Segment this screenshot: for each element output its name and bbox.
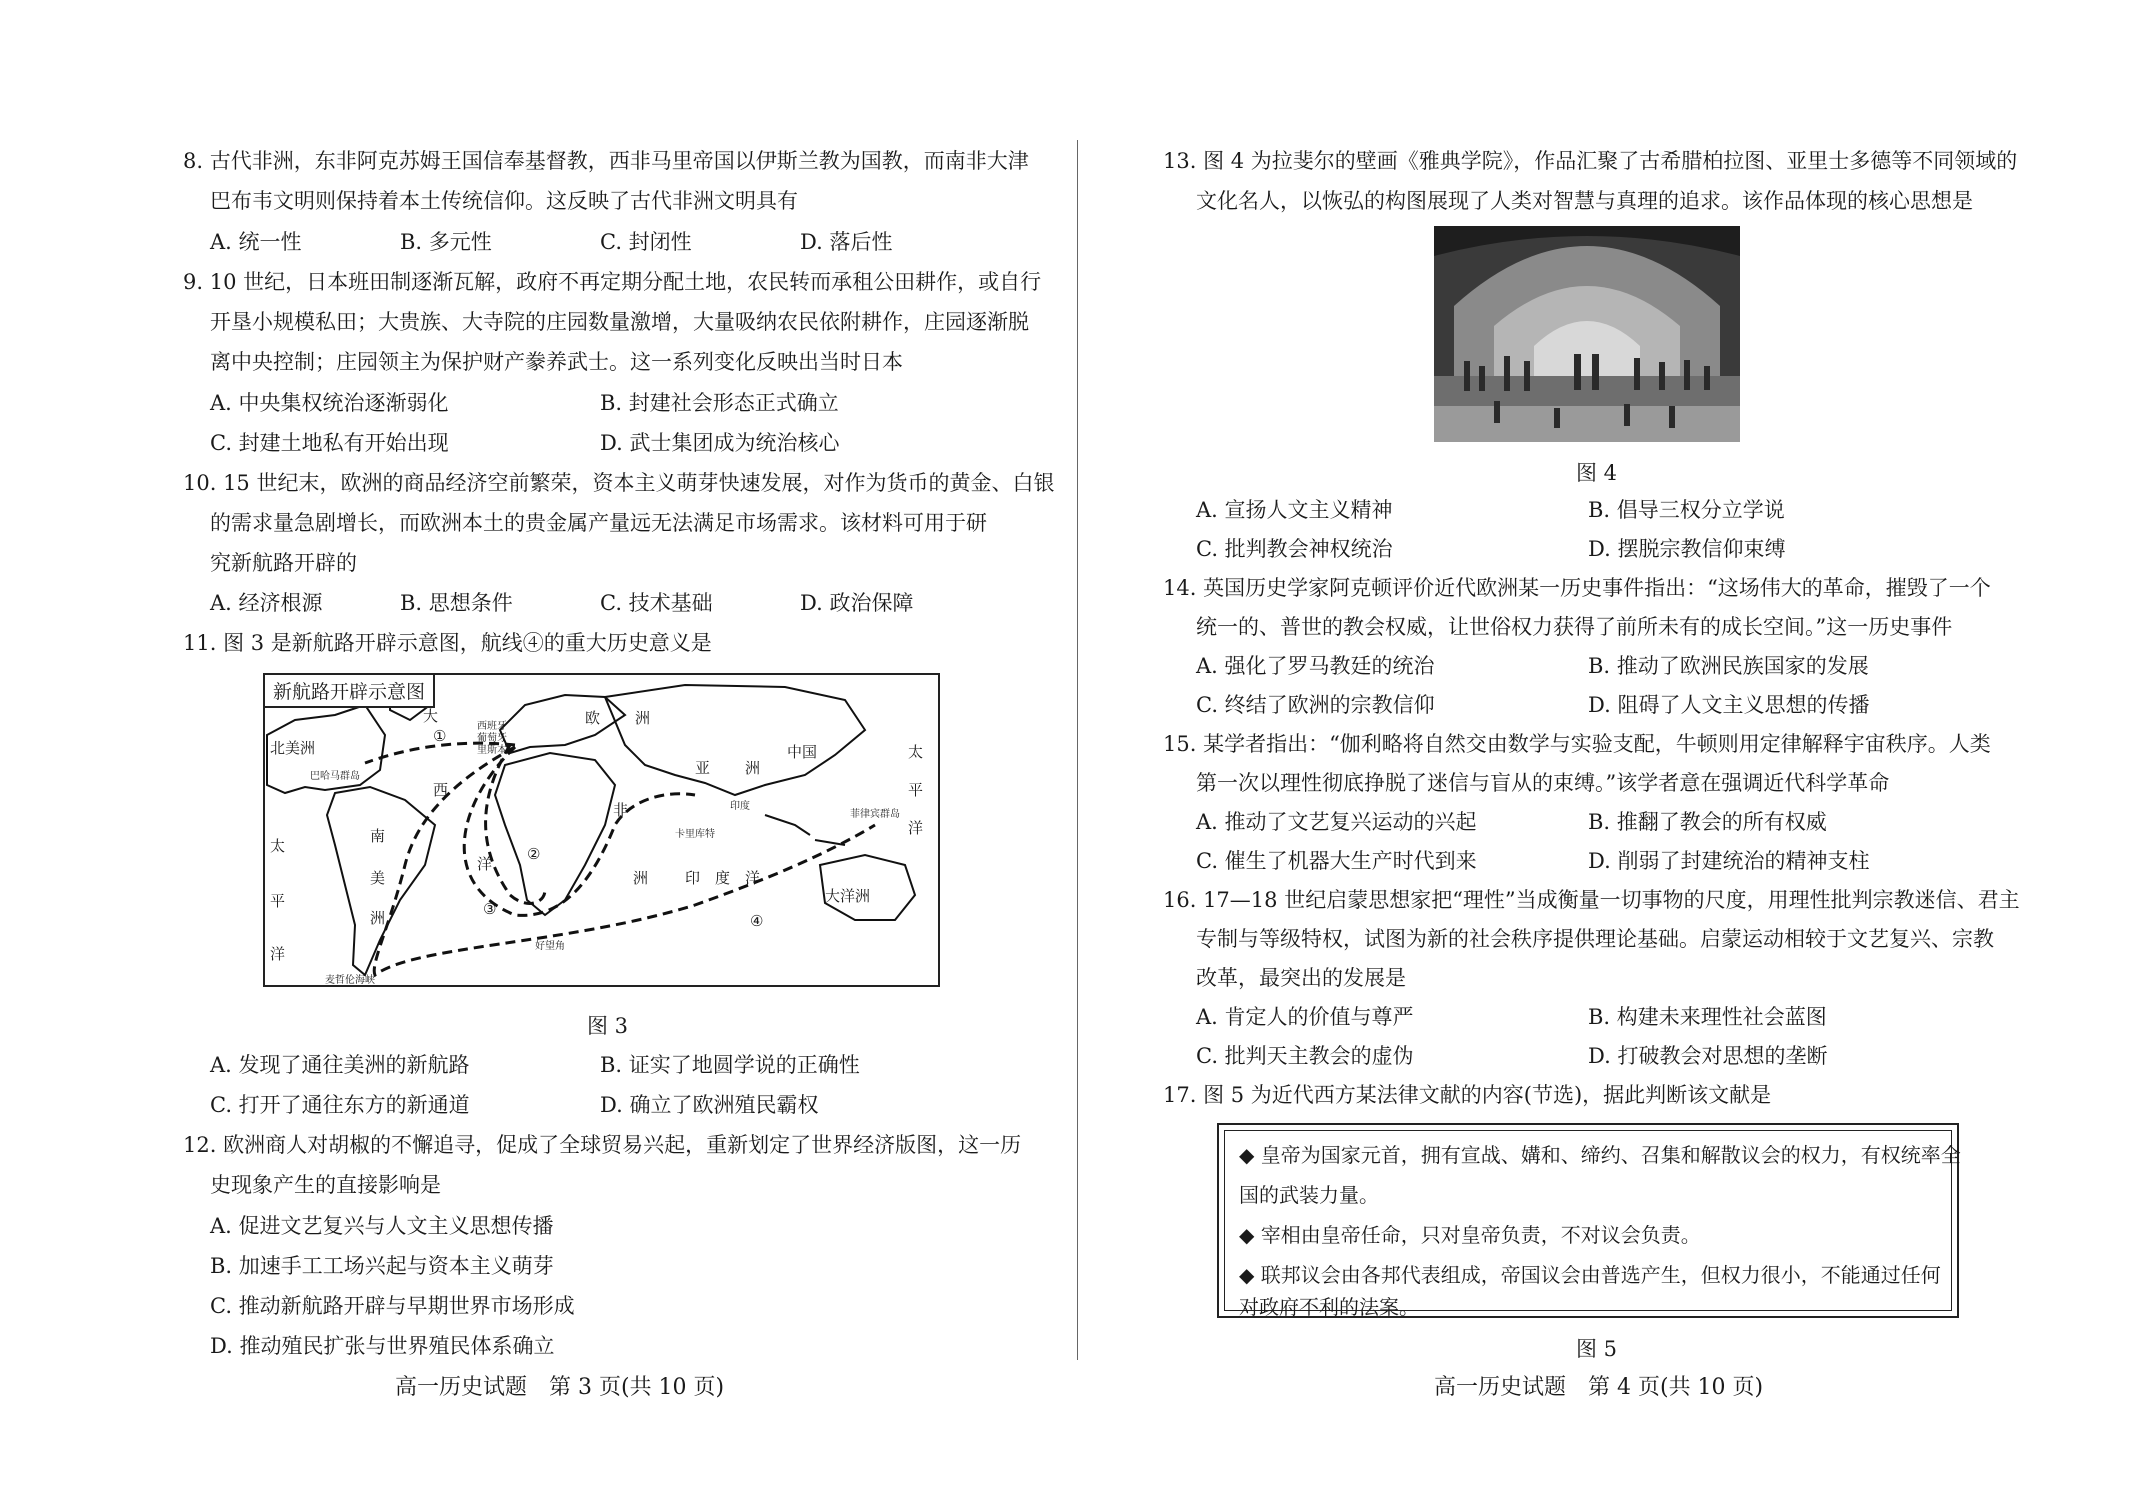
q14-stem-1: 14. 英国历史学家阿克顿评价近代欧洲某一历史事件指出：“这场伟大的革命，摧毁了一个 (1163, 576, 1991, 600)
map-label-ping2: 平 (270, 892, 286, 910)
column-divider (1077, 140, 1078, 1360)
map-label-zhou3: 洲 (633, 869, 649, 887)
map-label-mei: 美 (370, 869, 386, 887)
map-label-magellan: 麦哲伦海峡 (325, 975, 375, 986)
map-label-xi: 西 (433, 781, 449, 799)
q16-option-c: C. 批判天主教会的虚伪 (1196, 1044, 1414, 1068)
map-label-cape: 好望角 (535, 941, 565, 952)
q9-stem-3: 离中央控制；庄园领主为保护财产豢养武士。这一系列变化反映出当时日本 (210, 350, 903, 374)
q16-option-d: D. 打破教会对思想的垄断 (1588, 1044, 1828, 1068)
q8-option-a: A. 统一性 (210, 230, 302, 254)
q8-stem-2: 巴布韦文明则保持着本土传统信仰。这反映了古代非洲文明具有 (210, 189, 798, 213)
painting-drawing (1434, 226, 1740, 442)
map-drawing (265, 675, 940, 987)
map-label-tai2: 太 (270, 837, 286, 855)
q10-option-c: C. 技术基础 (600, 591, 713, 615)
q13-option-c: C. 批判教会神权统治 (1196, 537, 1393, 561)
map-label-calicut: 卡里库特 (675, 829, 715, 840)
q14-option-a: A. 强化了罗马教廷的统治 (1196, 654, 1435, 678)
map-route-1: ① (433, 727, 447, 745)
q10-stem-2: 的需求量急剧增长，而欧洲本土的贵金属产量远无法满足市场需求。该材料可用于研 (210, 511, 987, 535)
q12-option-c: C. 推动新航路开辟与早期世界市场形成 (210, 1294, 575, 1318)
q8-option-b: B. 多元性 (400, 230, 492, 254)
map-label-yang4: 洋 (745, 869, 761, 887)
q15-option-b: B. 推翻了教会的所有权威 (1588, 810, 1827, 834)
figure-4-caption: 图 4 (1576, 461, 1618, 485)
q13-option-d: D. 摆脱宗教信仰束缚 (1588, 537, 1786, 561)
q10-stem-1: 10. 15 世纪末，欧洲的商品经济空前繁荣，资本主义萌芽快速发展，对作为货币的黄金、白银 (183, 471, 1055, 495)
map-label-yin: 印 (685, 869, 701, 887)
q17-stem: 17. 图 5 为近代西方某法律文献的内容(节选)，据此判断该文献是 (1163, 1083, 1772, 1107)
q11-option-b: B. 证实了地圆学说的正确性 (600, 1053, 860, 1077)
map-route-3: ③ (483, 900, 497, 918)
page-footer-left: 高一历史试题 第 3 页(共 10 页) (395, 1375, 725, 1400)
law-clause-3a: ◆ 联邦议会由各邦代表组成，帝国议会由普选产生，但权力很小，不能通过任何 (1239, 1263, 1941, 1287)
map-label-zhongguo: 中国 (787, 743, 818, 761)
q12-stem-2: 史现象产生的直接影响是 (210, 1173, 441, 1197)
q16-stem-3: 改革，最突出的发展是 (1196, 966, 1406, 990)
map-label-zhou1: 洲 (635, 709, 651, 727)
q15-stem-1: 15. 某学者指出：“伽利略将自然交由数学与实验支配，牛顿则用定律解释宇宙秩序。人类 (1163, 732, 1991, 756)
q15-stem-2: 第一次以理性彻底挣脱了迷信与盲从的束缚。”该学者意在强调近代科学革命 (1196, 771, 1890, 795)
q8-option-d: D. 落后性 (800, 230, 893, 254)
map-label-yang2: 洋 (908, 819, 924, 837)
figure-3-caption: 图 3 (587, 1014, 629, 1038)
map-label-philippines: 菲律宾群岛 (850, 809, 900, 820)
q13-stem-2: 文化名人，以恢弘的构图展现了人类对智慧与真理的追求。该作品体现的核心思想是 (1196, 189, 1973, 213)
school-of-athens-image (1434, 226, 1740, 442)
q9-stem-1: 9. 10 世纪，日本班田制逐渐瓦解，政府不再定期分配土地，农民转而承租公田耕作，或自行 (183, 270, 1042, 294)
q13-stem-1: 13. 图 4 为拉斐尔的壁画《雅典学院》，作品汇聚了古希腊柏拉图、亚里士多德等不同领域的 (1163, 149, 2018, 173)
map-route-4: ④ (750, 912, 764, 930)
law-document-box (1217, 1123, 1959, 1318)
law-clause-3b: 对政府不利的法案。 (1239, 1295, 1419, 1319)
q14-option-c: C. 终结了欧洲的宗教信仰 (1196, 693, 1435, 717)
q10-option-d: D. 政治保障 (800, 591, 914, 615)
map-label-da: 大 (423, 707, 439, 725)
q10-stem-3: 究新航路开辟的 (210, 551, 357, 575)
map-label-oceania: 大洋洲 (825, 887, 871, 905)
q15-option-c: C. 催生了机器大生产时代到来 (1196, 849, 1477, 873)
q16-stem-1: 16. 17—18 世纪启蒙思想家把“理性”当成衡量一切事物的尺度，用理性批判宗教迷信、君主 (1163, 888, 2020, 912)
q15-option-d: D. 削弱了封建统治的精神支柱 (1588, 849, 1870, 873)
law-clause-1a: ◆ 皇帝为国家元首，拥有宣战、媾和、缔约、召集和解散议会的权力，有权统率全 (1239, 1143, 1961, 1167)
q13-option-a: A. 宣扬人文主义精神 (1196, 498, 1393, 522)
q8-stem-1: 8. 古代非洲，东非阿克苏姆王国信奉基督教，西非马里帝国以伊斯兰教为国教，而南非大津 (183, 149, 1029, 173)
map-label-portugal: 葡萄牙 (477, 733, 507, 744)
map-label-ya: 亚 (695, 759, 711, 777)
q14-option-d: D. 阻碍了人文主义思想的传播 (1588, 693, 1870, 717)
map-label-north-america: 北美洲 (270, 739, 316, 757)
q14-option-b: B. 推动了欧洲民族国家的发展 (1588, 654, 1869, 678)
q9-stem-2: 开垦小规模私田；大贵族、大寺院的庄园数量激增，大量吸纳农民依附耕作，庄园逐渐脱 (210, 310, 1029, 334)
map-label-lisbon: 里斯本 (477, 745, 507, 756)
q12-option-a: A. 促进文艺复兴与人文主义思想传播 (210, 1214, 554, 1238)
q11-option-c: C. 打开了通往东方的新通道 (210, 1093, 470, 1117)
map-label-ou: 欧 (585, 709, 601, 727)
q12-option-d: D. 推动殖民扩张与世界殖民体系确立 (210, 1334, 555, 1358)
q10-option-b: B. 思想条件 (400, 591, 513, 615)
q8-option-c: C. 封闭性 (600, 230, 692, 254)
q16-option-a: A. 肯定人的价值与尊严 (1196, 1005, 1414, 1029)
law-clause-1b: 国的武装力量。 (1239, 1183, 1379, 1207)
page-footer-right: 高一历史试题 第 4 页(共 10 页) (1434, 1375, 1764, 1400)
map-label-ping1: 平 (908, 781, 924, 799)
map-label-yang3: 洋 (270, 945, 286, 963)
map-label-zhou2: 洲 (745, 759, 761, 777)
q9-option-c: C. 封建土地私有开始出现 (210, 431, 449, 455)
q15-option-a: A. 推动了文艺复兴运动的兴起 (1196, 810, 1477, 834)
q9-option-d: D. 武士集团成为统治核心 (600, 431, 840, 455)
map-label-zhou4: 洲 (370, 909, 386, 927)
map-title: 新航路开辟示意图 (265, 675, 435, 708)
map-route-2: ② (527, 845, 541, 863)
map-label-tai1: 太 (908, 743, 924, 761)
q9-option-a: A. 中央集权统治逐渐弱化 (210, 391, 449, 415)
q14-stem-2: 统一的、普世的教会权威，让世俗权力获得了前所未有的成长空间。”这一历史事件 (1196, 615, 1953, 639)
q11-option-a: A. 发现了通往美洲的新航路 (210, 1053, 470, 1077)
figure-5-caption: 图 5 (1576, 1337, 1618, 1361)
q13-option-b: B. 倡导三权分立学说 (1588, 498, 1785, 522)
q11-option-d: D. 确立了欧洲殖民霸权 (600, 1093, 819, 1117)
map-label-india: 印度 (730, 801, 750, 812)
map-label-fei: 非 (613, 801, 629, 819)
q9-option-b: B. 封建社会形态正式确立 (600, 391, 839, 415)
new-sea-routes-map (263, 673, 940, 987)
map-label-yang1: 洋 (477, 855, 493, 873)
q11-stem: 11. 图 3 是新航路开辟示意图，航线④的重大历史意义是 (183, 631, 712, 655)
map-label-bahamas: 巴哈马群岛 (310, 771, 360, 782)
q12-option-b: B. 加速手工工场兴起与资本主义萌芽 (210, 1254, 554, 1278)
q16-stem-2: 专制与等级特权，试图为新的社会秩序提供理论基础。启蒙运动相较于文艺复兴、宗教 (1196, 927, 1994, 951)
map-label-spain: 西班牙 (477, 721, 507, 732)
map-label-nan: 南 (370, 827, 386, 845)
q16-option-b: B. 构建未来理性社会蓝图 (1588, 1005, 1827, 1029)
q10-option-a: A. 经济根源 (210, 591, 323, 615)
q12-stem-1: 12. 欧洲商人对胡椒的不懈追寻，促成了全球贸易兴起，重新划定了世界经济版图，这一历 (183, 1133, 1022, 1157)
map-label-du: 度 (715, 869, 731, 887)
law-clause-2: ◆ 宰相由皇帝任命，只对皇帝负责，不对议会负责。 (1239, 1223, 1701, 1247)
